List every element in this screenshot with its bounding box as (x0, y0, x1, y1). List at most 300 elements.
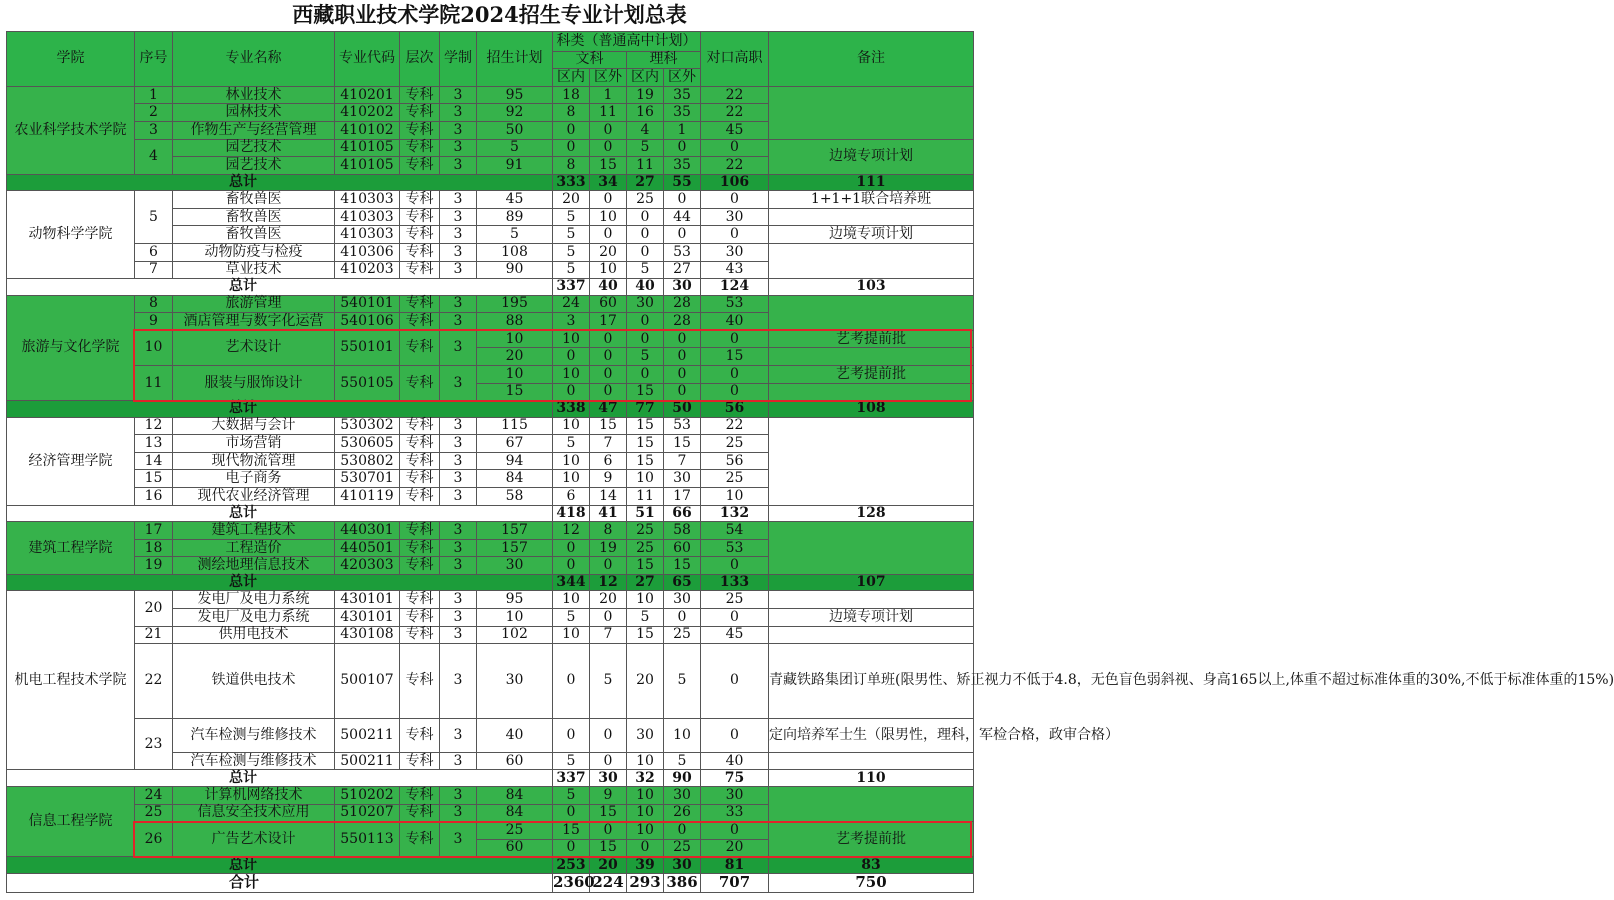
seq-cell: 9 (135, 313, 173, 331)
years-cell: 3 (440, 591, 477, 609)
college-name: 建筑工程学院 (7, 522, 135, 575)
grand-total-wi: 224 (590, 873, 627, 892)
total-lo: 75 (701, 770, 769, 787)
lo-cell: 28 (664, 313, 701, 331)
years-cell: 3 (440, 261, 477, 279)
li-cell: 5 (627, 609, 664, 627)
li-cell: 10 (627, 804, 664, 822)
wo-cell: 9 (590, 470, 627, 488)
lo-cell: 0 (664, 609, 701, 627)
wo-cell: 60 (590, 295, 627, 313)
lo-cell: 0 (664, 226, 701, 244)
seq-cell: 21 (135, 626, 173, 644)
major-code-cell: 410303 (335, 226, 400, 244)
college-total-row (7, 505, 974, 522)
plan-cell: 89 (477, 208, 553, 226)
dk-cell: 25 (701, 470, 769, 488)
wi-cell: 0 (553, 121, 590, 139)
level-cell: 专科 (400, 208, 440, 226)
total-wo: 77 (627, 401, 664, 418)
seq-cell: 19 (135, 557, 173, 575)
li-cell: 0 (627, 243, 664, 261)
major-name-cell: 市场营销 (173, 435, 335, 453)
lo-cell: 44 (664, 208, 701, 226)
major-name-cell: 畜牧兽医 (173, 191, 335, 209)
years-cell: 3 (440, 470, 477, 488)
li-cell: 10 (627, 822, 664, 840)
plan-cell: 30 (477, 557, 553, 575)
wi-cell: 10 (553, 452, 590, 470)
note-cell: 青藏铁路集团订单班(限男性、矫正视力不低于4.8，无色盲色弱斜视、身高165以上,体重不超过标准体重的30%,不低于标准体重的15%) (769, 644, 974, 719)
seq-cell: 24 (135, 786, 173, 804)
lo-cell: 58 (664, 522, 701, 540)
wi-cell: 10 (553, 470, 590, 488)
dk-cell: 0 (701, 644, 769, 719)
seq-cell: 3 (135, 121, 173, 139)
wo-cell: 0 (590, 383, 627, 401)
note-cell: 定向培养军士生（限男性，理科，军检合格，政审合格） (769, 718, 974, 752)
grand-total-dk: 750 (769, 873, 974, 892)
plan-cell: 102 (477, 626, 553, 644)
dk-cell: 30 (701, 786, 769, 804)
li-cell: 25 (627, 539, 664, 557)
total-wi: 40 (590, 279, 627, 296)
plan-cell: 84 (477, 804, 553, 822)
total-lo: 81 (701, 857, 769, 874)
major-code-cell: 530802 (335, 452, 400, 470)
header-code: 专业代码 (335, 32, 400, 87)
major-code-cell: 540106 (335, 313, 400, 331)
wo-cell: 7 (590, 435, 627, 453)
major-code-cell: 440301 (335, 522, 400, 540)
total-dk: 108 (769, 401, 974, 418)
major-code-cell: 550101 (335, 330, 400, 365)
years-cell: 3 (440, 522, 477, 540)
years-cell: 3 (440, 786, 477, 804)
wi-cell: 0 (553, 804, 590, 822)
note-cell: 艺考提前批 (769, 366, 974, 384)
lo-cell: 27 (664, 261, 701, 279)
lo-cell: 7 (664, 452, 701, 470)
dk-cell: 20 (701, 839, 769, 857)
lo-cell: 53 (664, 243, 701, 261)
seq-cell: 14 (135, 452, 173, 470)
plan-cell: 95 (477, 591, 553, 609)
total-wi: 34 (590, 174, 627, 191)
li-cell: 10 (627, 752, 664, 770)
wi-cell: 0 (553, 348, 590, 366)
li-cell: 0 (627, 366, 664, 384)
level-cell: 专科 (400, 557, 440, 575)
seq-cell: 15 (135, 470, 173, 488)
total-li: 65 (664, 574, 701, 591)
wo-cell: 1 (590, 86, 627, 104)
dk-cell: 45 (701, 626, 769, 644)
header-college: 学院 (7, 32, 135, 87)
wo-cell: 5 (590, 644, 627, 719)
plan-cell: 157 (477, 539, 553, 557)
note-cell: 1+1+1联合培养班 (769, 191, 974, 209)
lo-cell: 28 (664, 295, 701, 313)
major-name-cell: 计算机网络技术 (173, 786, 335, 804)
major-name-cell: 旅游管理 (173, 295, 335, 313)
plan-cell: 157 (477, 522, 553, 540)
college-total-row (7, 770, 974, 787)
lo-cell: 35 (664, 104, 701, 122)
wo-cell: 7 (590, 626, 627, 644)
wi-cell: 8 (553, 104, 590, 122)
plan-cell: 84 (477, 786, 553, 804)
total-dk: 110 (769, 770, 974, 787)
seq-cell: 7 (135, 261, 173, 279)
wo-cell: 10 (590, 208, 627, 226)
dk-cell: 0 (701, 191, 769, 209)
total-wi: 12 (590, 574, 627, 591)
total-li: 30 (664, 279, 701, 296)
wo-cell: 15 (590, 417, 627, 435)
total-label: 总计 (7, 574, 553, 591)
level-cell: 专科 (400, 104, 440, 122)
plan-cell: 20 (477, 348, 553, 366)
level-cell: 专科 (400, 591, 440, 609)
wi-cell: 0 (553, 539, 590, 557)
lo-cell: 0 (664, 191, 701, 209)
table-row (7, 86, 974, 104)
wo-cell: 0 (590, 191, 627, 209)
level-cell: 专科 (400, 417, 440, 435)
total-label: 总计 (7, 401, 553, 418)
total-wi: 30 (590, 770, 627, 787)
wi-cell: 10 (553, 366, 590, 384)
plan-cell: 10 (477, 609, 553, 627)
li-cell: 15 (627, 417, 664, 435)
plan-cell: 115 (477, 417, 553, 435)
total-wo: 51 (627, 505, 664, 522)
header-category: 科类（普通高中计划） (553, 32, 701, 52)
years-cell: 3 (440, 488, 477, 506)
major-name-cell: 林业技术 (173, 86, 335, 104)
major-name-cell: 广告艺术设计 (173, 822, 335, 857)
total-li: 90 (664, 770, 701, 787)
wo-cell: 0 (590, 226, 627, 244)
grand-total-li: 386 (664, 873, 701, 892)
table-row (7, 295, 974, 313)
total-dk: 103 (769, 279, 974, 296)
major-name-cell: 供用电技术 (173, 626, 335, 644)
total-wo: 27 (627, 174, 664, 191)
seq-cell: 1 (135, 86, 173, 104)
header-wenke: 文科 (553, 51, 627, 69)
dk-cell: 53 (701, 295, 769, 313)
major-code-cell: 430101 (335, 591, 400, 609)
plan-cell: 25 (477, 822, 553, 840)
college-name: 旅游与文化学院 (7, 295, 135, 400)
grand-total-label: 合计 (7, 873, 553, 892)
dk-cell: 25 (701, 591, 769, 609)
dk-cell: 0 (701, 822, 769, 840)
header-wenke-inner: 区内 (553, 69, 590, 87)
total-plan: 338 (553, 401, 590, 418)
total-li: 50 (664, 401, 701, 418)
total-dk: 83 (769, 857, 974, 874)
plan-cell: 91 (477, 157, 553, 175)
lo-cell: 25 (664, 839, 701, 857)
years-cell: 3 (440, 752, 477, 770)
wo-cell: 0 (590, 366, 627, 384)
seq-cell: 25 (135, 804, 173, 822)
li-cell: 0 (627, 226, 664, 244)
table-row (7, 139, 974, 157)
wi-cell: 20 (553, 191, 590, 209)
level-cell: 专科 (400, 718, 440, 752)
wi-cell: 5 (553, 261, 590, 279)
years-cell: 3 (440, 539, 477, 557)
plan-cell: 10 (477, 330, 553, 348)
enrollment-plan-table (6, 31, 1614, 893)
dk-cell: 0 (701, 226, 769, 244)
total-label: 总计 (7, 770, 553, 787)
li-cell: 30 (627, 295, 664, 313)
major-code-cell: 420303 (335, 557, 400, 575)
wi-cell: 5 (553, 208, 590, 226)
college-name: 机电工程技术学院 (7, 591, 135, 770)
total-plan: 337 (553, 279, 590, 296)
header-like-inner: 区内 (627, 69, 664, 87)
li-cell: 4 (627, 121, 664, 139)
lo-cell: 60 (664, 539, 701, 557)
plan-cell: 195 (477, 295, 553, 313)
major-code-cell: 410202 (335, 104, 400, 122)
major-code-cell: 410105 (335, 139, 400, 157)
li-cell: 10 (627, 591, 664, 609)
major-name-cell: 草业技术 (173, 261, 335, 279)
li-cell: 0 (627, 208, 664, 226)
li-cell: 0 (627, 313, 664, 331)
lo-cell: 35 (664, 157, 701, 175)
note-cell (769, 383, 974, 401)
level-cell: 专科 (400, 243, 440, 261)
major-code-cell: 410102 (335, 121, 400, 139)
years-cell: 3 (440, 822, 477, 857)
dk-cell: 22 (701, 417, 769, 435)
wo-cell: 11 (590, 104, 627, 122)
major-code-cell: 550105 (335, 366, 400, 401)
lo-cell: 0 (664, 348, 701, 366)
total-lo: 106 (701, 174, 769, 191)
level-cell: 专科 (400, 786, 440, 804)
level-cell: 专科 (400, 313, 440, 331)
document-title: 西藏职业技术学院2024招生专业计划总表 (292, 2, 687, 27)
wi-cell: 0 (553, 383, 590, 401)
note-cell (769, 295, 974, 330)
level-cell: 专科 (400, 752, 440, 770)
lo-cell: 5 (664, 644, 701, 719)
header-major: 专业名称 (173, 32, 335, 87)
level-cell: 专科 (400, 804, 440, 822)
seq-cell: 18 (135, 539, 173, 557)
wo-cell: 20 (590, 591, 627, 609)
li-cell: 0 (627, 839, 664, 857)
dk-cell: 33 (701, 804, 769, 822)
major-name-cell: 艺术设计 (173, 330, 335, 365)
total-wo: 40 (627, 279, 664, 296)
plan-cell: 50 (477, 121, 553, 139)
lo-cell: 5 (664, 752, 701, 770)
dk-cell: 0 (701, 139, 769, 157)
li-cell: 25 (627, 191, 664, 209)
wo-cell: 0 (590, 121, 627, 139)
major-code-cell: 410303 (335, 208, 400, 226)
note-cell: 艺考提前批 (769, 822, 974, 857)
plan-cell: 95 (477, 86, 553, 104)
major-code-cell: 540101 (335, 295, 400, 313)
level-cell: 专科 (400, 470, 440, 488)
seq-cell: 11 (135, 366, 173, 401)
header-plan: 招生计划 (477, 32, 553, 87)
total-dk: 107 (769, 574, 974, 591)
years-cell: 3 (440, 452, 477, 470)
major-name-cell: 园艺技术 (173, 157, 335, 175)
li-cell: 5 (627, 348, 664, 366)
table-row (7, 822, 974, 840)
wo-cell: 15 (590, 804, 627, 822)
lo-cell: 30 (664, 786, 701, 804)
dk-cell: 45 (701, 121, 769, 139)
total-wi: 41 (590, 505, 627, 522)
lo-cell: 35 (664, 86, 701, 104)
major-code-cell: 550113 (335, 822, 400, 857)
level-cell: 专科 (400, 366, 440, 401)
li-cell: 11 (627, 488, 664, 506)
dk-cell: 56 (701, 452, 769, 470)
wo-cell: 10 (590, 261, 627, 279)
seq-cell: 5 (135, 191, 173, 244)
header-duikou: 对口高职 (701, 32, 769, 87)
plan-cell: 58 (477, 488, 553, 506)
major-name-cell: 畜牧兽医 (173, 226, 335, 244)
wi-cell: 10 (553, 626, 590, 644)
major-code-cell: 410201 (335, 86, 400, 104)
wo-cell: 17 (590, 313, 627, 331)
plan-cell: 90 (477, 261, 553, 279)
li-cell: 15 (627, 452, 664, 470)
li-cell: 5 (627, 261, 664, 279)
total-label: 总计 (7, 857, 553, 874)
header-wenke-outer: 区外 (590, 69, 627, 87)
major-name-cell: 工程造价 (173, 539, 335, 557)
lo-cell: 17 (664, 488, 701, 506)
lo-cell: 0 (664, 330, 701, 348)
wo-cell: 0 (590, 822, 627, 840)
years-cell: 3 (440, 121, 477, 139)
major-code-cell: 510202 (335, 786, 400, 804)
total-plan: 418 (553, 505, 590, 522)
major-name-cell: 建筑工程技术 (173, 522, 335, 540)
dk-cell: 0 (701, 557, 769, 575)
wi-cell: 10 (553, 417, 590, 435)
total-lo: 56 (701, 401, 769, 418)
college-total-row (7, 279, 974, 296)
wi-cell: 18 (553, 86, 590, 104)
table-row (7, 366, 974, 384)
total-lo: 133 (701, 574, 769, 591)
li-cell: 15 (627, 626, 664, 644)
major-code-cell: 410105 (335, 157, 400, 175)
dk-cell: 30 (701, 208, 769, 226)
level-cell: 专科 (400, 435, 440, 453)
years-cell: 3 (440, 104, 477, 122)
wo-cell: 15 (590, 839, 627, 857)
college-name: 动物科学学院 (7, 191, 135, 279)
college-name: 信息工程学院 (7, 786, 135, 856)
major-name-cell: 园艺技术 (173, 139, 335, 157)
wi-cell: 0 (553, 718, 590, 752)
years-cell: 3 (440, 157, 477, 175)
major-code-cell: 530302 (335, 417, 400, 435)
dk-cell: 54 (701, 522, 769, 540)
wi-cell: 5 (553, 609, 590, 627)
plan-cell: 60 (477, 839, 553, 857)
li-cell: 10 (627, 786, 664, 804)
wo-cell: 19 (590, 539, 627, 557)
level-cell: 专科 (400, 539, 440, 557)
note-cell: 边境专项计划 (769, 226, 974, 244)
header-like-outer: 区外 (664, 69, 701, 87)
li-cell: 10 (627, 470, 664, 488)
header-row-1 (7, 32, 974, 52)
total-dk: 128 (769, 505, 974, 522)
table-row (7, 626, 974, 644)
wo-cell: 0 (590, 348, 627, 366)
college-name: 经济管理学院 (7, 417, 135, 505)
major-name-cell: 发电厂及电力系统 (173, 609, 335, 627)
wo-cell: 14 (590, 488, 627, 506)
total-plan: 337 (553, 770, 590, 787)
note-cell (769, 786, 974, 821)
major-name-cell: 作物生产与经营管理 (173, 121, 335, 139)
level-cell: 专科 (400, 139, 440, 157)
li-cell: 16 (627, 104, 664, 122)
table-row (7, 644, 974, 719)
level-cell: 专科 (400, 644, 440, 719)
dk-cell: 0 (701, 609, 769, 627)
major-name-cell: 大数据与会计 (173, 417, 335, 435)
years-cell: 3 (440, 243, 477, 261)
total-wi: 47 (590, 401, 627, 418)
seq-cell: 23 (135, 718, 173, 770)
wo-cell: 20 (590, 243, 627, 261)
li-cell: 5 (627, 139, 664, 157)
total-plan: 333 (553, 174, 590, 191)
major-name-cell: 汽车检测与维修技术 (173, 718, 335, 752)
major-code-cell: 500211 (335, 752, 400, 770)
li-cell: 19 (627, 86, 664, 104)
lo-cell: 0 (664, 139, 701, 157)
major-code-cell: 430101 (335, 609, 400, 627)
table-row (7, 243, 974, 261)
total-label: 总计 (7, 279, 553, 296)
years-cell: 3 (440, 330, 477, 365)
wo-cell: 15 (590, 157, 627, 175)
dk-cell: 22 (701, 104, 769, 122)
lo-cell: 1 (664, 121, 701, 139)
note-cell: 艺考提前批 (769, 330, 974, 348)
note-cell (769, 752, 974, 770)
college-total-row (7, 401, 974, 418)
major-name-cell: 酒店管理与数字化运营 (173, 313, 335, 331)
li-cell: 0 (627, 330, 664, 348)
wi-cell: 0 (553, 839, 590, 857)
